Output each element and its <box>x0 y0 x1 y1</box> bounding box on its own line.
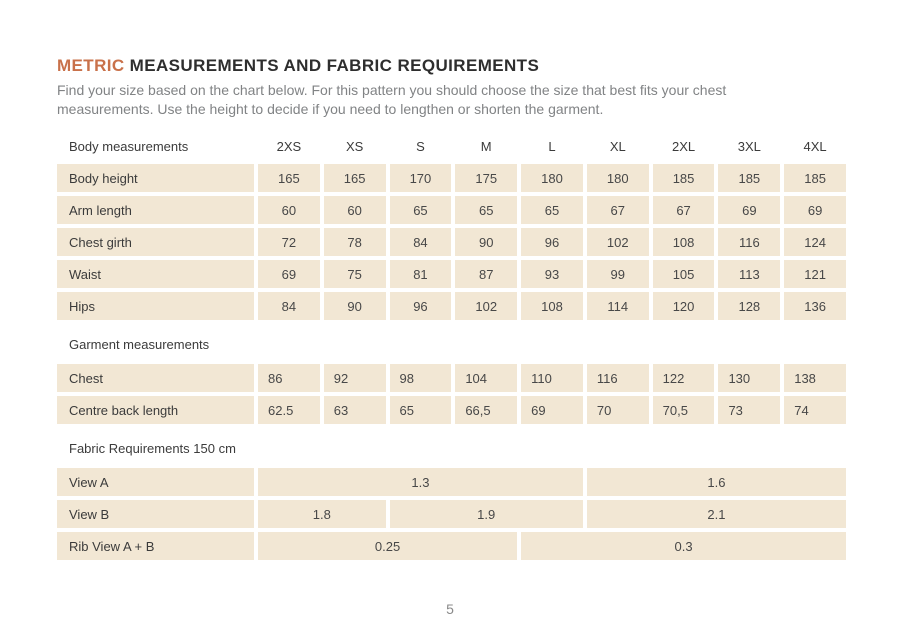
intro-line: measurements. Use the height to decide if you need to lengthen or shorten the garment. <box>57 101 604 117</box>
value-cell: 90 <box>455 228 517 256</box>
row-label: Chest <box>57 364 254 392</box>
value-cell: 87 <box>455 260 517 288</box>
row-label: Arm length <box>57 196 254 224</box>
measurement-table <box>57 132 846 560</box>
value-cell: 93 <box>521 260 583 288</box>
size-column-header: XS <box>345 138 364 154</box>
value-cell: 185 <box>784 164 846 192</box>
value-cell: 128 <box>718 292 780 320</box>
value-cell: 72 <box>258 228 320 256</box>
value-cell: 98 <box>390 364 452 392</box>
value-cell: 66,5 <box>455 396 517 424</box>
value-cell: 92 <box>324 364 386 392</box>
table-header-label: Body measurements <box>69 138 189 154</box>
value-cell: 185 <box>653 164 715 192</box>
value-cell: 180 <box>587 164 649 192</box>
value-cell: 120 <box>653 292 715 320</box>
value-cell: 74 <box>784 396 846 424</box>
value-cell: 70 <box>587 396 649 424</box>
value-cell: 69 <box>718 196 780 224</box>
value-cell: 65 <box>455 196 517 224</box>
value-cell: 63 <box>324 396 386 424</box>
fabric-value-cell: 1.8 <box>258 500 386 528</box>
size-column-header: 2XS <box>276 138 302 154</box>
fabric-value-cell: 1.9 <box>390 500 583 528</box>
value-cell: 102 <box>587 228 649 256</box>
value-cell: 86 <box>258 364 320 392</box>
size-column-header: 2XL <box>671 138 696 154</box>
value-cell: 69 <box>521 396 583 424</box>
value-cell: 65 <box>521 196 583 224</box>
size-column-header: 4XL <box>803 138 827 154</box>
value-cell: 110 <box>521 364 583 392</box>
intro-line: Find your size based on the chart below. For this pattern you should choose the size that best fits your chest <box>57 82 727 98</box>
value-cell: 84 <box>258 292 320 320</box>
value-cell: 67 <box>653 196 715 224</box>
value-cell: 81 <box>390 260 452 288</box>
value-cell: 124 <box>784 228 846 256</box>
size-column-header: XL <box>609 138 626 154</box>
row-label: View A <box>57 468 254 496</box>
title-rest: MEASUREMENTS AND FABRIC REQUIREMENTS <box>124 56 540 75</box>
value-cell: 108 <box>521 292 583 320</box>
value-cell: 165 <box>258 164 320 192</box>
value-cell: 185 <box>718 164 780 192</box>
value-cell: 69 <box>258 260 320 288</box>
value-cell: 70,5 <box>653 396 715 424</box>
size-column-header: M <box>480 138 492 154</box>
row-label: Rib View A + B <box>57 532 254 560</box>
value-cell: 180 <box>521 164 583 192</box>
value-cell: 90 <box>324 292 386 320</box>
value-cell: 122 <box>653 364 715 392</box>
value-cell: 60 <box>324 196 386 224</box>
value-cell: 114 <box>587 292 649 320</box>
row-label: Hips <box>57 292 254 320</box>
value-cell: 170 <box>390 164 452 192</box>
page-content <box>57 56 846 560</box>
row-label: Waist <box>57 260 254 288</box>
page-number: 5 <box>446 601 454 617</box>
value-cell: 65 <box>390 196 452 224</box>
size-column-header: S <box>416 138 425 154</box>
row-label: View B <box>57 500 254 528</box>
value-cell: 104 <box>455 364 517 392</box>
value-cell: 60 <box>258 196 320 224</box>
value-cell: 121 <box>784 260 846 288</box>
fabric-section-label: Fabric Requirements 150 cm <box>69 441 236 456</box>
value-cell: 84 <box>390 228 452 256</box>
value-cell: 136 <box>784 292 846 320</box>
size-column-header: L <box>548 138 556 154</box>
fabric-value-cell: 2.1 <box>587 500 846 528</box>
value-cell: 99 <box>587 260 649 288</box>
value-cell: 78 <box>324 228 386 256</box>
value-cell: 73 <box>718 396 780 424</box>
intro-text <box>57 81 837 119</box>
size-column-header: 3XL <box>737 138 761 154</box>
value-cell: 96 <box>390 292 452 320</box>
fabric-value-cell: 0.3 <box>521 532 846 560</box>
page-title <box>57 56 846 76</box>
value-cell: 130 <box>718 364 780 392</box>
value-cell: 108 <box>653 228 715 256</box>
value-cell: 96 <box>521 228 583 256</box>
value-cell: 116 <box>587 364 649 392</box>
value-cell: 113 <box>718 260 780 288</box>
row-label: Centre back length <box>57 396 254 424</box>
value-cell: 175 <box>455 164 517 192</box>
value-cell: 116 <box>718 228 780 256</box>
garment-section-label: Garment measurements <box>69 337 210 352</box>
fabric-value-cell: 1.3 <box>258 468 583 496</box>
row-label: Body height <box>57 164 254 192</box>
value-cell: 75 <box>324 260 386 288</box>
value-cell: 69 <box>784 196 846 224</box>
value-cell: 105 <box>653 260 715 288</box>
value-cell: 138 <box>784 364 846 392</box>
value-cell: 165 <box>324 164 386 192</box>
title-accent: METRIC <box>57 56 125 75</box>
row-label: Chest girth <box>57 228 254 256</box>
value-cell: 62.5 <box>258 396 320 424</box>
fabric-value-cell: 1.6 <box>587 468 846 496</box>
value-cell: 65 <box>390 396 452 424</box>
fabric-value-cell: 0.25 <box>258 532 517 560</box>
value-cell: 67 <box>587 196 649 224</box>
value-cell: 102 <box>455 292 517 320</box>
